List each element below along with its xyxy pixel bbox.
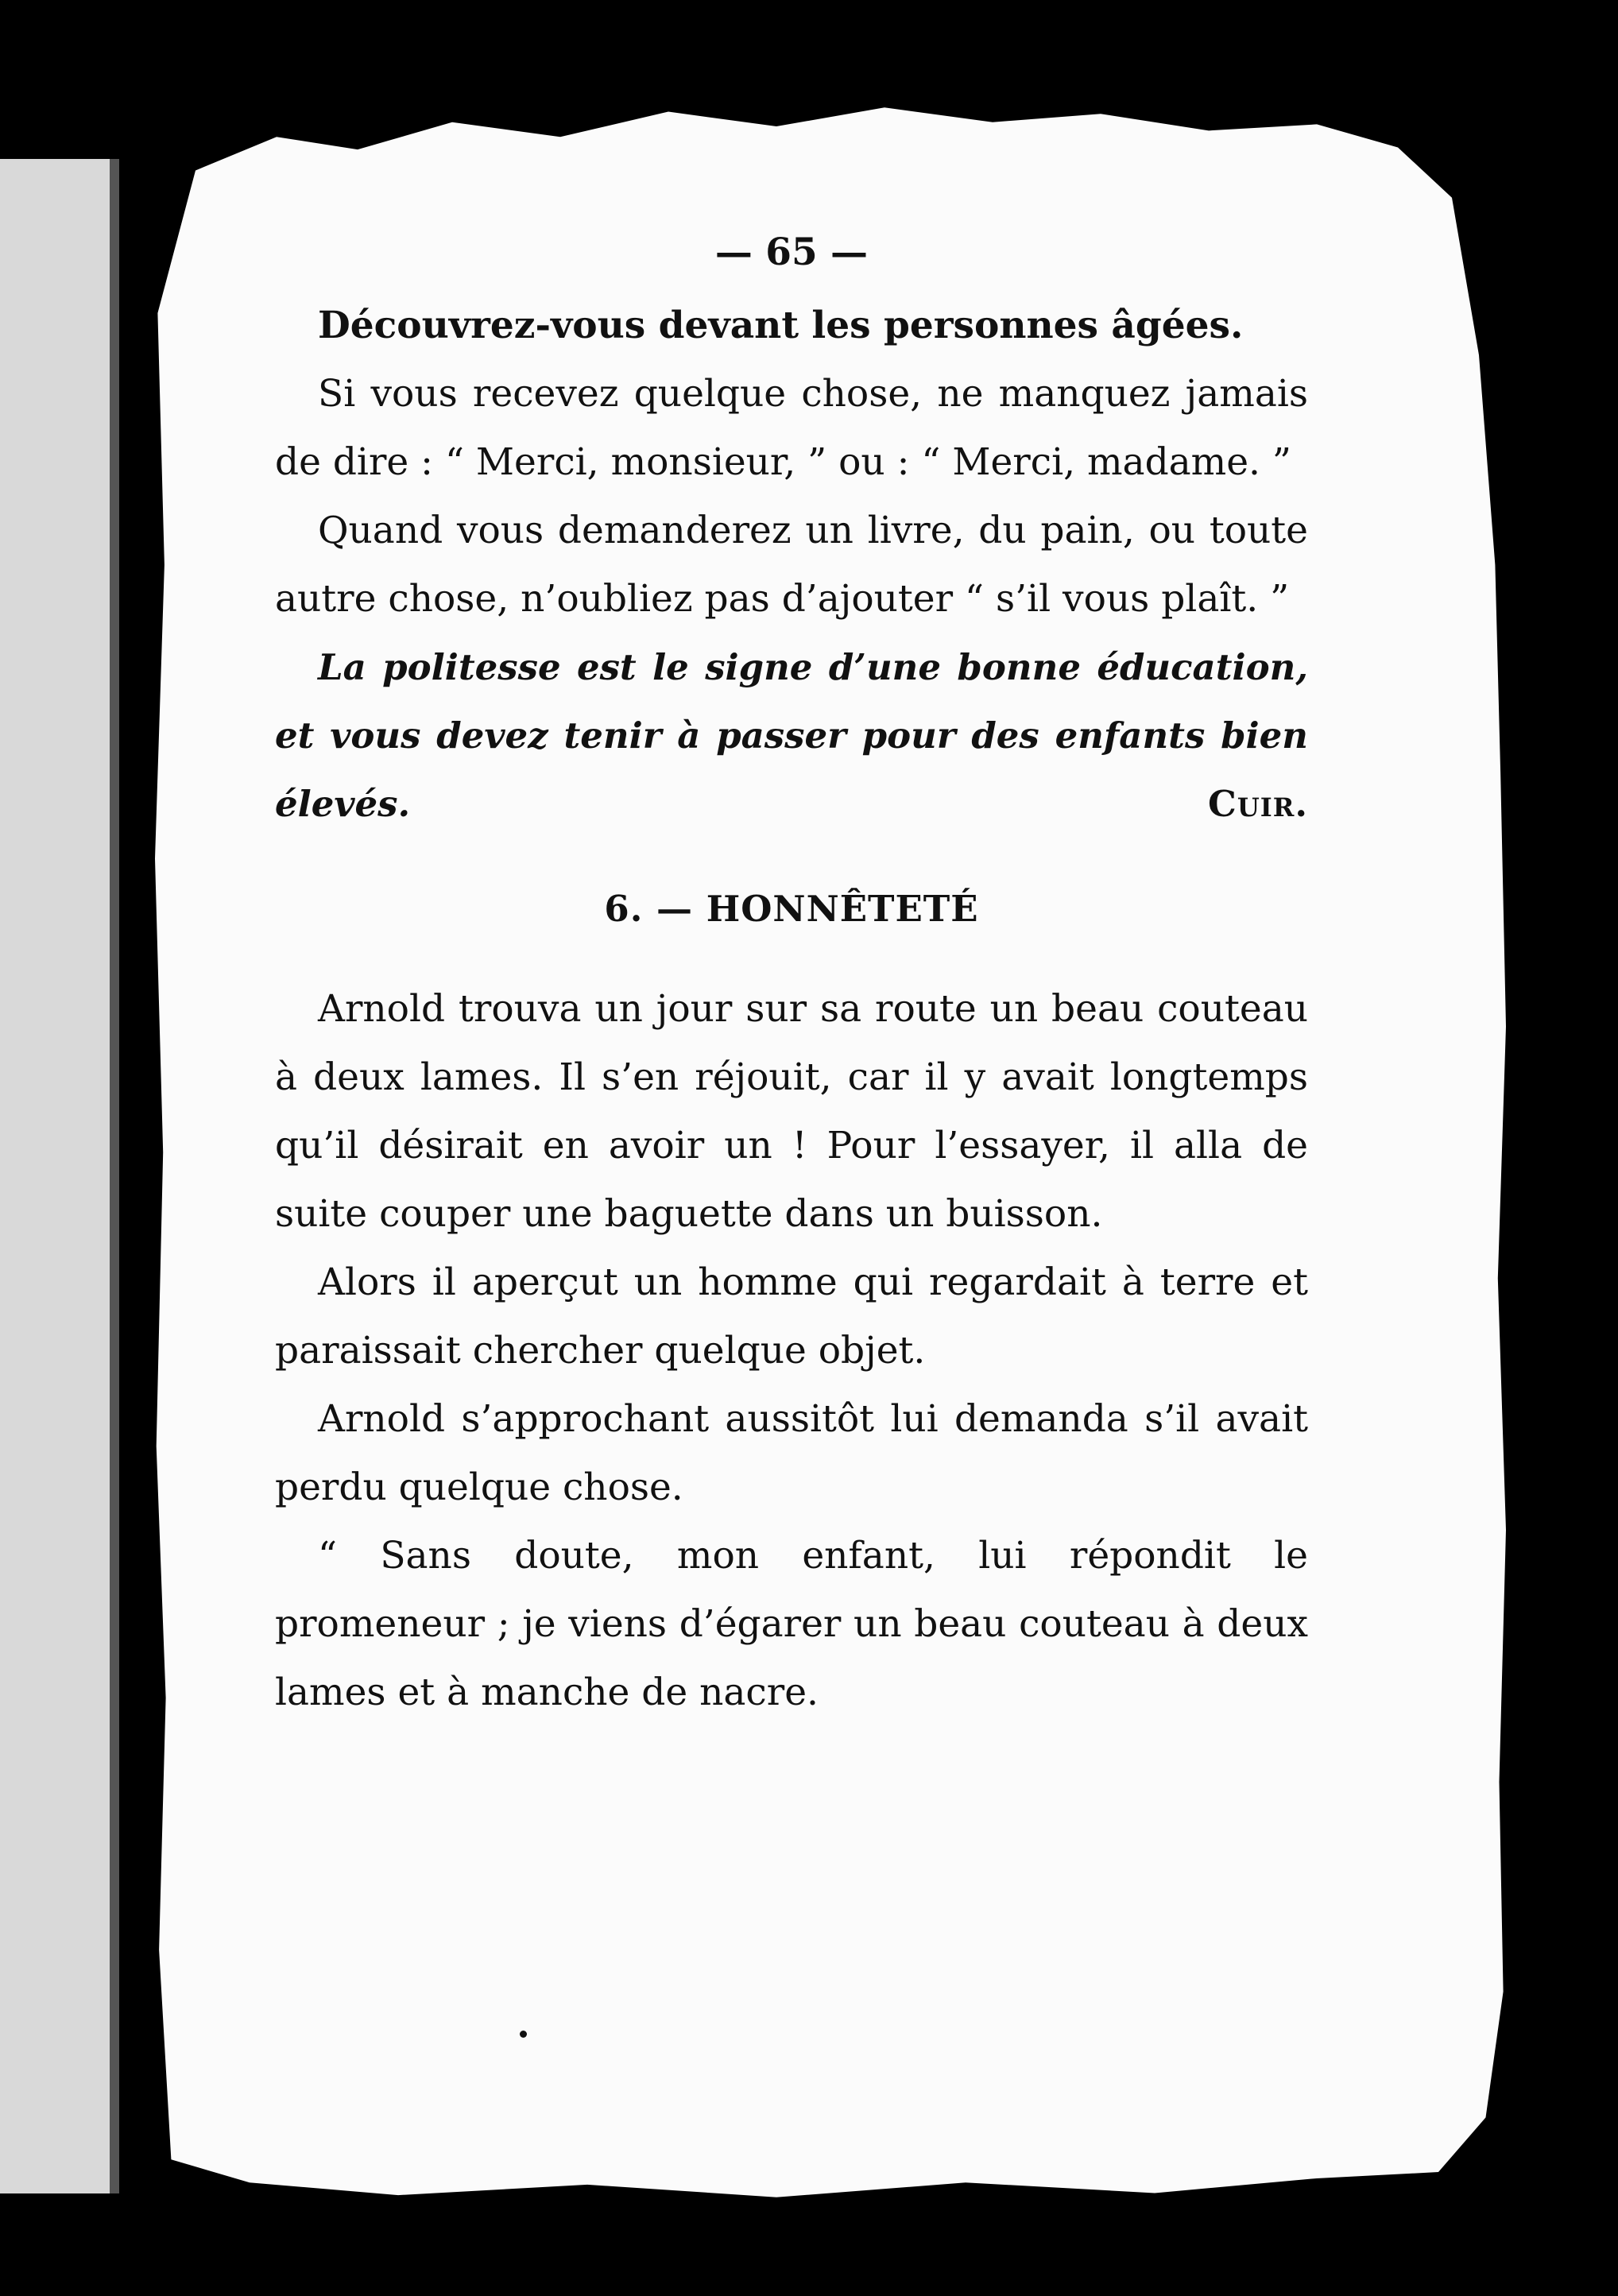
paragraph: Arnold trouva un jour sur sa route un beau couteau à deux lames. Il s’en réjouit, car il y avait longtemps qu’il désirait en avoir un ! Pour l’essayer, il alla de suite couper une baguette dans un buisson. [275,987,1308,1236]
paragraph: Arnold s’approchant aussitôt lui demanda s’il avait perdu quelque chose. [275,1397,1308,1509]
paragraph: “ Sans doute, mon enfant, lui répondit le promeneur ; je viens d’égarer un beau couteau à deux lames et à manche de nacre. [275,1534,1308,1714]
paragraph: Découvrez-vous devant les personnes âgées. [318,304,1244,347]
page-text [275,219,1308,1727]
ink-speck [520,2031,527,2038]
quotation-author: Cuir. [1208,783,1308,825]
facing-page-edge [0,159,119,2193]
paragraph: Quand vous demanderez un livre, du pain, ou toute autre chose, n’oubliez pas d’ajouter “ s’il vous plaît. ” [275,509,1308,621]
paragraph: Alors il aperçut un homme qui regardait à terre et paraissait chercher quelque objet. [275,1260,1308,1373]
section-heading: 6. — HONNÊTETÉ [604,888,979,930]
quotation [275,633,1308,838]
quotation-text: La politesse est le signe d’une bonne éducation, et vous devez tenir à passer pour des enfants bien élevés. [275,646,1308,825]
paragraph: Si vous recevez quelque chose, ne manquez jamais de dire : “ Merci, monsieur, ” ou : “ Merci, madame. ” [275,372,1308,484]
page-number: — 65 — [714,230,869,274]
